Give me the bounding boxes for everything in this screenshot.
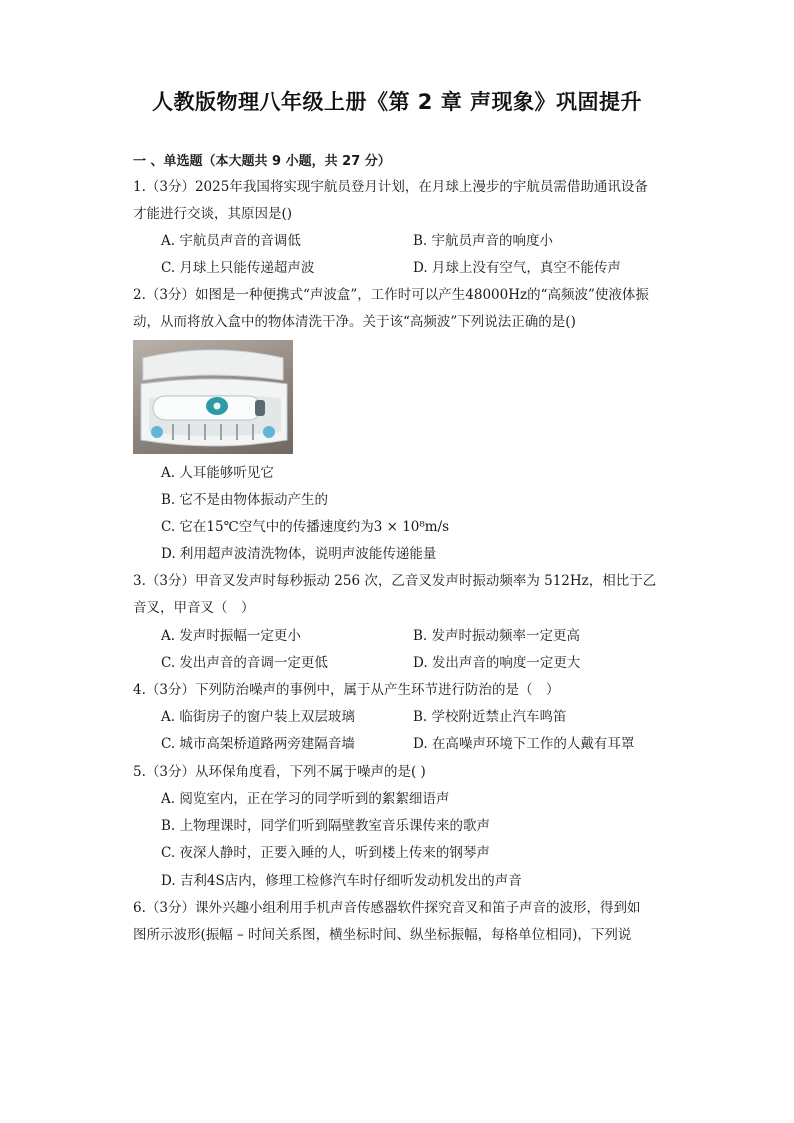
question-4-option-c: C. 城市高架桥道路两旁建隔音墙 — [161, 736, 355, 752]
question-4-option-b: B. 学校附近禁止汽车鸣笛 — [413, 709, 567, 725]
question-5-option-b: B. 上物理课时，同学们听到隔壁教室音乐课传来的歌声 — [161, 818, 491, 834]
question-2-option-b: B. 它不是由物体振动产生的 — [161, 492, 329, 508]
question-5-line-1: 5.（3分）从环保角度看，下列不属于噪声的是( ) — [133, 764, 426, 780]
question-2-option-c: C. 它在15℃空气中的传播速度约为3 × 10⁸m/s — [161, 519, 450, 535]
question-4-option-d: D. 在高噪声环境下工作的人戴有耳罩 — [413, 736, 635, 752]
question-5-option-a: A. 阅览室内，正在学习的同学听到的絮絮细语声 — [161, 791, 450, 807]
question-1-option-d: D. 月球上没有空气，真空不能传声 — [413, 260, 621, 276]
question-1-option-a: A. 宇航员声音的音调低 — [161, 233, 301, 249]
question-3-line-1: 3.（3分）甲音叉发声时每秒振动 256 次，乙音叉发声时振动频率为 512Hz，相比于乙 — [133, 573, 657, 589]
question-2-line-2: 动，从而将放入盒中的物体清洗干净。关于该“高频波”下列说法正确的是() — [133, 314, 576, 330]
question-3-line-2: 音叉，甲音叉（ ） — [133, 600, 255, 616]
question-3-option-c: C. 发出声音的音调一定更低 — [161, 655, 328, 671]
question-5-option-d: D. 吉利4S店内，修理工检修汽车时仔细听发动机发出的声音 — [161, 873, 522, 889]
question-1-option-b: B. 宇航员声音的响度小 — [413, 233, 554, 249]
question-2-option-d: D. 利用超声波清洗物体，说明声波能传递能量 — [161, 546, 437, 562]
question-3-option-b: B. 发声时振动频率一定更高 — [413, 628, 581, 644]
question-6-line-2: 图所示波形(振幅 – 时间关系图，横坐标时间、纵坐标振幅，每格单位相同)，下列说 — [133, 927, 632, 943]
question-4-option-a: A. 临街房子的窗户装上双层玻璃 — [161, 709, 355, 725]
question-2-line-1: 2.（3分）如图是一种便携式“声波盒”，工作时可以产生48000Hz的“高频波”使液体振 — [133, 287, 649, 303]
question-1-line-1: 1.（3分）2025年我国将实现宇航员登月计划，在月球上漫步的宇航员需借助通讯设备 — [133, 179, 648, 195]
question-5-option-c: C. 夜深人静时，正要入睡的人，听到楼上传来的钢琴声 — [161, 845, 490, 861]
question-1-option-c: C. 月球上只能传递超声波 — [161, 260, 315, 276]
section-header: 一 、单选题（本大题共 9 小题，共 27 分） — [133, 154, 391, 169]
question-3-option-a: A. 发声时振幅一定更小 — [161, 628, 301, 644]
question-1-line-2: 才能进行交谈，其原因是() — [133, 206, 293, 222]
ultrasonic-cleaning-box-photo — [133, 340, 293, 454]
question-2-option-a: A. 人耳能够听见它 — [161, 465, 274, 481]
question-3-option-d: D. 发出声音的响度一定更大 — [413, 655, 581, 671]
question-4-line-1: 4.（3分）下列防治噪声的事例中，属于从产生环节进行防治的是（ ） — [133, 682, 560, 698]
page-title: 人教版物理八年级上册《第 2 章 声现象》巩固提升 — [151, 90, 643, 114]
question-6-line-1: 6.（3分）课外兴趣小组利用手机声音传感器软件探究音叉和笛子声音的波形，得到如 — [133, 900, 641, 916]
